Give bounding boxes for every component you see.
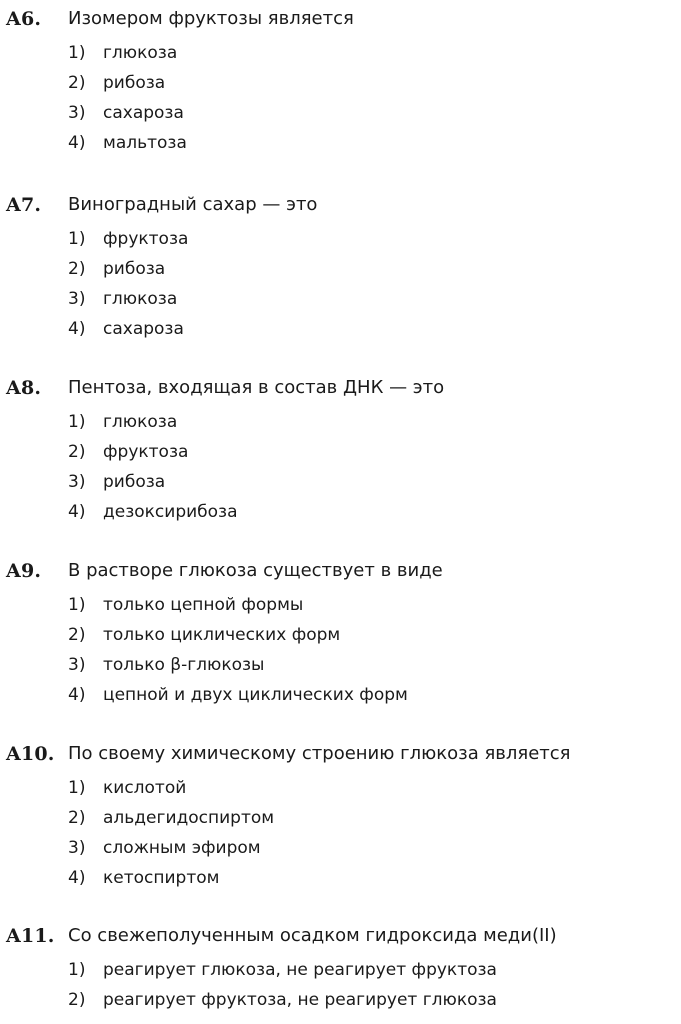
option-number: 3) <box>68 289 86 309</box>
question-a8 <box>0 373 681 522</box>
option-text: только β-глюкозы <box>103 655 265 675</box>
question-text: Изомером фруктозы является <box>68 8 354 29</box>
answer-option <box>68 254 188 284</box>
question-header <box>0 556 681 586</box>
answer-options <box>68 773 274 893</box>
option-number: 2) <box>68 73 86 93</box>
question-number: A7. <box>6 194 42 216</box>
question-number: A8. <box>6 377 42 399</box>
option-number: 3) <box>68 472 86 492</box>
option-number: 1) <box>68 229 86 249</box>
question-a7 <box>0 190 681 339</box>
answer-option <box>68 38 187 68</box>
answer-option <box>68 680 408 710</box>
answer-option <box>68 590 408 620</box>
option-text: фруктоза <box>103 442 189 462</box>
option-number: 1) <box>68 412 86 432</box>
question-text: Пентоза, входящая в состав ДНК — это <box>68 377 445 398</box>
option-text: глюкоза <box>103 412 178 432</box>
answer-option <box>68 497 238 527</box>
option-text: сложным эфиром <box>103 838 261 858</box>
option-text: фруктоза <box>103 229 189 249</box>
question-number: A11. <box>6 925 55 947</box>
option-number: 3) <box>68 655 86 675</box>
answer-option <box>68 224 188 254</box>
question-header <box>0 4 681 34</box>
option-text: сахароза <box>103 103 184 123</box>
option-text: рибоза <box>103 73 166 93</box>
option-number: 2) <box>68 259 86 279</box>
answer-option <box>68 985 497 1015</box>
option-number: 1) <box>68 43 86 63</box>
question-header <box>0 739 681 769</box>
answer-options <box>68 590 408 710</box>
option-text: реагирует глюкоза, не реагирует фруктоза <box>103 960 497 980</box>
question-text: Виноградный сахар — это <box>68 194 318 215</box>
question-a6 <box>0 4 681 153</box>
option-text: дезоксирибоза <box>103 502 238 522</box>
answer-option <box>68 407 238 437</box>
option-number: 4) <box>68 685 86 705</box>
answer-option <box>68 620 408 650</box>
option-number: 1) <box>68 960 86 980</box>
answer-option <box>68 833 274 863</box>
question-text: В растворе глюкоза существует в виде <box>68 560 443 581</box>
option-text: кетоспиртом <box>103 868 220 888</box>
answer-option <box>68 773 274 803</box>
option-text: цепной и двух циклических форм <box>103 685 408 705</box>
question-header <box>0 921 681 951</box>
answer-option <box>68 128 187 158</box>
option-text: мальтоза <box>103 133 187 153</box>
option-number: 4) <box>68 133 86 153</box>
question-number: A9. <box>6 560 42 582</box>
answer-options <box>68 955 497 1015</box>
option-text: рибоза <box>103 472 166 492</box>
question-header <box>0 190 681 220</box>
answer-options <box>68 224 188 344</box>
option-text: только цепной формы <box>103 595 304 615</box>
question-a10 <box>0 739 681 888</box>
option-text: кислотой <box>103 778 187 798</box>
answer-option <box>68 863 274 893</box>
question-number: A6. <box>6 8 42 30</box>
answer-option <box>68 284 188 314</box>
answer-options <box>68 407 238 527</box>
answer-option <box>68 98 187 128</box>
option-number: 1) <box>68 595 86 615</box>
option-number: 3) <box>68 103 86 123</box>
option-number: 2) <box>68 808 86 828</box>
answer-option <box>68 68 187 98</box>
answer-option <box>68 650 408 680</box>
question-text: Со свежеполученным осадком гидроксида меди(II) <box>68 925 557 946</box>
answer-option <box>68 955 497 985</box>
question-header <box>0 373 681 403</box>
answer-options <box>68 38 187 158</box>
answer-option <box>68 437 238 467</box>
option-number: 1) <box>68 778 86 798</box>
option-number: 2) <box>68 990 86 1010</box>
option-text: рибоза <box>103 259 166 279</box>
option-number: 4) <box>68 868 86 888</box>
option-number: 2) <box>68 442 86 462</box>
question-a11 <box>0 921 681 1010</box>
option-text: сахароза <box>103 319 184 339</box>
question-a9 <box>0 556 681 705</box>
question-text: По своему химическому строению глюкоза является <box>68 743 571 764</box>
option-number: 4) <box>68 319 86 339</box>
answer-option <box>68 467 238 497</box>
option-number: 4) <box>68 502 86 522</box>
option-number: 2) <box>68 625 86 645</box>
option-number: 3) <box>68 838 86 858</box>
option-text: реагирует фруктоза, не реагирует глюкоза <box>103 990 497 1010</box>
option-text: альдегидоспиртом <box>103 808 275 828</box>
option-text: только циклических форм <box>103 625 341 645</box>
answer-option <box>68 314 188 344</box>
question-number: A10. <box>6 743 55 765</box>
answer-option <box>68 803 274 833</box>
option-text: глюкоза <box>103 43 178 63</box>
option-text: глюкоза <box>103 289 178 309</box>
